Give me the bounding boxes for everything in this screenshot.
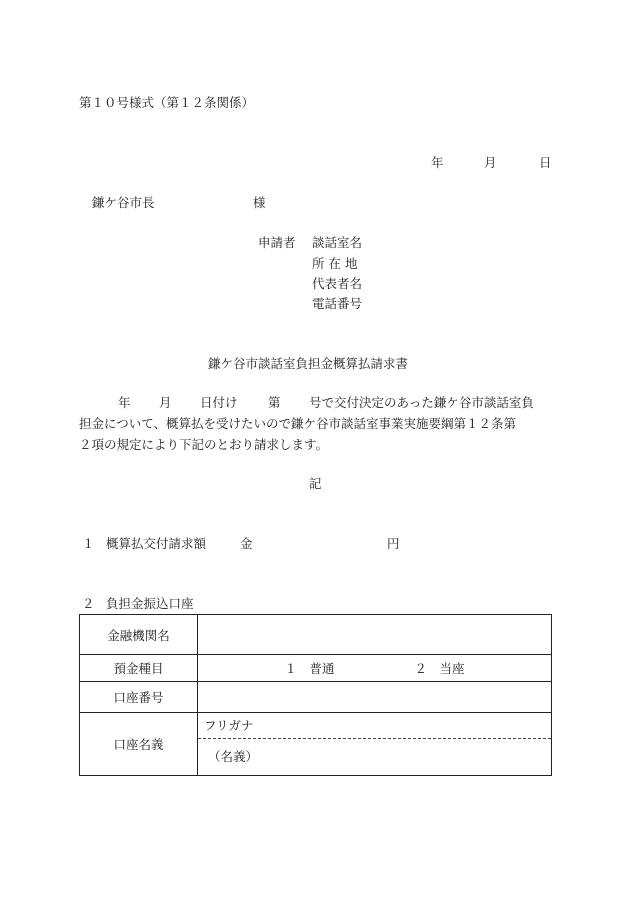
body-line1-rest: 号で交付決定のあった鎌ケ谷市談話室負 [309, 395, 534, 410]
applicant-field-phone: 電話番号 [312, 296, 363, 311]
body-month: 月 [159, 395, 172, 410]
bank-value[interactable] [198, 615, 552, 655]
item1-number: １ [82, 536, 95, 551]
applicant-field-representative: 代表者名 [312, 276, 363, 291]
date-month: 月 [484, 155, 497, 170]
date-year: 年 [431, 155, 444, 170]
furigana-field[interactable]: フリガナ [198, 713, 551, 739]
item1-unit: 円 [387, 536, 400, 551]
number-value[interactable] [198, 682, 552, 713]
type-row [80, 655, 552, 682]
body-year: 年 [118, 395, 131, 410]
account-table [79, 614, 552, 776]
addressee-name: 鎌ケ谷市長 [92, 195, 155, 210]
item1-prefix: 金 [240, 536, 253, 551]
type-option-ordinary[interactable]: １ 普通 [284, 661, 335, 676]
body-line3: ２項の規定により下記のとおり請求します。 [79, 437, 329, 452]
name-value [198, 713, 552, 776]
addressee-honorific: 様 [253, 195, 266, 210]
item2-label: 負担金振込口座 [106, 596, 194, 611]
name-label: 口座名義 [80, 713, 198, 776]
applicant-label: 申請者 [258, 235, 296, 250]
type-value [198, 655, 552, 682]
item2-number: ２ [82, 596, 95, 611]
type-option-current[interactable]: ２ 当座 [414, 661, 465, 676]
meigi-field[interactable]: （名義） [208, 749, 259, 764]
number-row [80, 682, 552, 713]
number-label: 口座番号 [80, 682, 198, 713]
ki-heading: 記 [309, 476, 322, 491]
bank-row [80, 615, 552, 655]
form-number: 第１０号様式（第１２条関係） [79, 95, 255, 110]
body-day-tsuke: 日付け [200, 395, 238, 410]
applicant-field-address: 所 在 地 [312, 256, 358, 271]
name-row [80, 713, 552, 776]
body-line2: 担金について、概算払を受けたいので鎌ケ谷市談話室事業実施要綱第１２条第 [79, 416, 517, 431]
bank-label: 金融機関名 [80, 615, 198, 655]
item1-label: 概算払交付請求額 [106, 536, 207, 551]
date-day: 日 [539, 155, 552, 170]
body-dai: 第 [268, 395, 281, 410]
document-title: 鎌ケ谷市談話室負担金概算払請求書 [208, 356, 409, 371]
type-label: 預金種目 [80, 655, 198, 682]
applicant-field-room-name: 談話室名 [312, 235, 363, 250]
